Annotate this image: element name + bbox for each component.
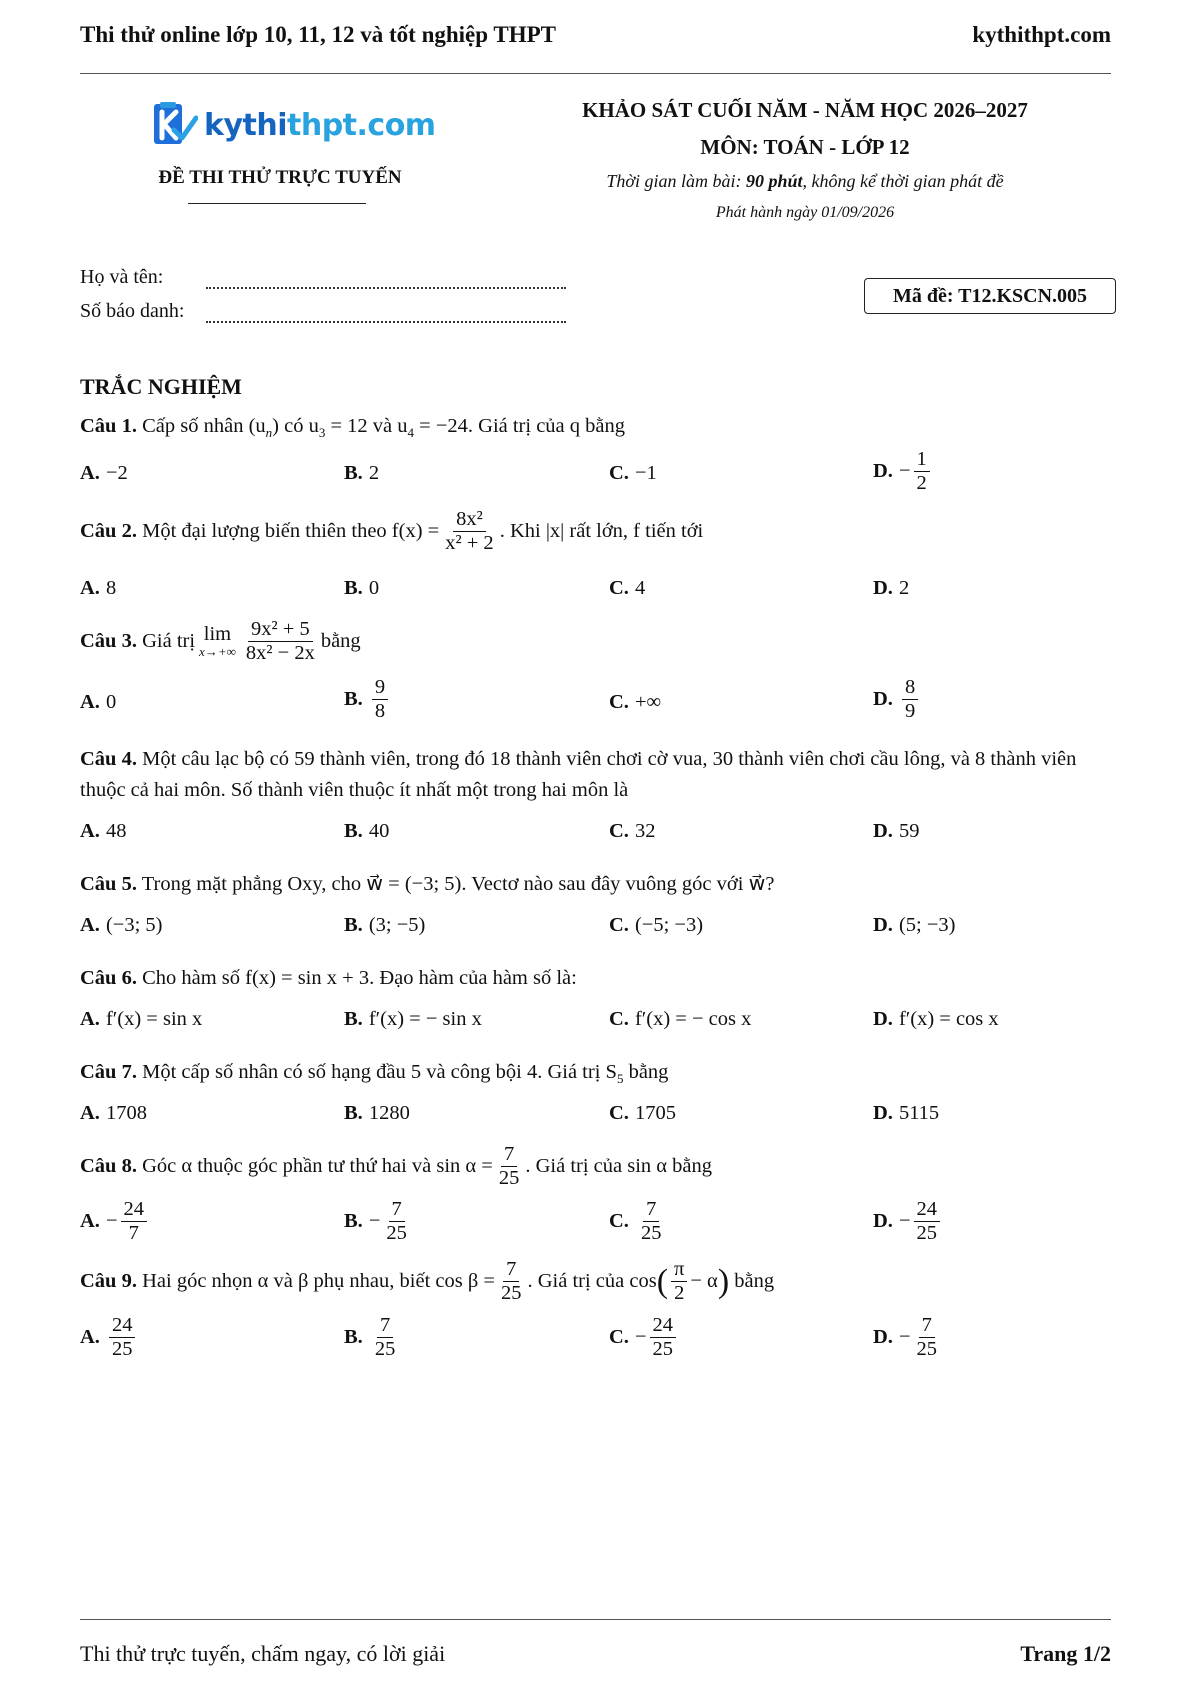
- q3-option-a[interactable]: A. 0: [80, 691, 117, 713]
- q8-option-b[interactable]: B. − $\frac{7}{25}$: [344, 1198, 407, 1244]
- section-title: TRẮC NGHIỆM: [80, 374, 242, 399]
- question-7: Câu 7. Một cấp số nhân có số hạng đầu 5 và công bội 4. Giá trị $S_5$ bằng: [80, 1061, 669, 1087]
- page-number: Trang 1/2: [1020, 1641, 1111, 1666]
- footer-divider: [80, 1619, 1111, 1620]
- q1-option-a[interactable]: A. −2: [80, 462, 128, 484]
- q4-option-d[interactable]: D. 59: [873, 820, 920, 842]
- footer-tagline: Thi thử trực tuyến, chấm ngay, có lời giải: [80, 1641, 446, 1666]
- id-dots: [206, 303, 566, 323]
- q7-option-d[interactable]: D. 5115: [873, 1102, 940, 1124]
- id-field[interactable]: [80, 300, 566, 323]
- q5-option-b[interactable]: B. (3; −5): [344, 914, 426, 936]
- q9-option-a[interactable]: A. $\frac{24}{25}$: [80, 1314, 138, 1360]
- question-6: Câu 6. Cho hàm số f(x) = sin x + 3. Đạo hàm của hàm số là:: [80, 967, 577, 989]
- q2-option-a[interactable]: A. 8: [80, 577, 117, 599]
- site-logo[interactable]: [152, 100, 436, 150]
- q3-option-b[interactable]: B. $\frac{9}{8}$: [344, 676, 391, 722]
- q1-option-b[interactable]: B. 2: [344, 462, 380, 484]
- id-label: Số báo danh:: [80, 300, 185, 322]
- q3-option-c[interactable]: C. +∞: [609, 691, 662, 713]
- exam-subject: MÔN: TOÁN - LỚP 12: [700, 135, 910, 159]
- header-site-link[interactable]: kythithpt.com: [972, 22, 1111, 47]
- exam-code-badge: Mã đề: T12.KSCN.005: [864, 278, 1116, 314]
- name-label: Họ và tên:: [80, 266, 164, 288]
- q2-option-c[interactable]: C. 4: [609, 577, 646, 599]
- left-subtitle-underline: [188, 203, 366, 204]
- header-divider: [80, 73, 1111, 74]
- q8-option-c[interactable]: C. $\frac{7}{25}$: [609, 1198, 662, 1244]
- q2-option-d[interactable]: D. 2: [873, 577, 910, 599]
- q7-option-b[interactable]: B. 1280: [344, 1102, 410, 1124]
- question-9: Câu 9. Hai góc nhọn α và β phụ nhau, biết cos β = $\frac{7}{25}$ . Giá trị của cos ( $\frac{\pi}{2}$ − α ) bằng: [80, 1258, 775, 1304]
- q8-option-a[interactable]: A. − $\frac{24}{7}$: [80, 1198, 150, 1244]
- q5-option-d[interactable]: D. (5; −3): [873, 914, 956, 936]
- q4-option-c[interactable]: C. 32: [609, 820, 656, 842]
- q6-option-c[interactable]: C. f′(x) = − cos x: [609, 1008, 752, 1030]
- exam-title: KHẢO SÁT CUỐI NĂM - NĂM HỌC 2026–2027: [582, 98, 1028, 122]
- q6-option-d[interactable]: D. f′(x) = cos x: [873, 1008, 999, 1030]
- question-5: Câu 5. Trong mặt phẳng Oxy, cho w⃗ = (−3; 5). Vectơ nào sau đây vuông góc với w⃗?: [80, 873, 775, 895]
- question-3: Câu 3. Giá trị lim x→+∞ $\frac{\text{9x² + 5}}{\text{8x² − 2x}}$ bằng: [80, 618, 361, 664]
- q2-option-b[interactable]: B. 0: [344, 577, 380, 599]
- logo-text: kythithpt.com: [204, 107, 436, 143]
- q6-option-b[interactable]: B. f′(x) = − sin x: [344, 1008, 482, 1030]
- exam-time: Thời gian làm bài: 90 phút, không kể thời gian phát đề: [606, 171, 1004, 191]
- release-date: Phát hành ngày 01/09/2026: [715, 204, 895, 221]
- left-subtitle: ĐỀ THI THỬ TRỰC TUYẾN: [158, 167, 402, 188]
- name-field[interactable]: [80, 266, 566, 289]
- q7-option-a[interactable]: A. 1708: [80, 1102, 147, 1124]
- question-8: Câu 8. Góc α thuộc góc phần tư thứ hai và sin α = $\frac{7}{25}$ . Giá trị của sin α bằng: [80, 1143, 712, 1189]
- q9-option-b[interactable]: B. $\frac{7}{25}$: [344, 1314, 396, 1360]
- q5-option-a[interactable]: A. (−3; 5): [80, 914, 163, 936]
- question-1: Câu 1. Cấp số nhân $(u_n)$ có $u_3 = 12$ và $u_4 = -24$. Giá trị của q bằng: [80, 415, 626, 441]
- q8-option-d[interactable]: D. − $\frac{24}{25}$: [873, 1198, 943, 1244]
- logo-icon: [152, 100, 198, 150]
- q5-option-c[interactable]: C. (−5; −3): [609, 914, 704, 936]
- q1-option-d[interactable]: D. − $\frac{1}{2}$: [873, 448, 933, 494]
- question-4: Câu 4. Một câu lạc bộ có 59 thành viên, trong đó 18 thành viên chơi cờ vua, 30 thành viên chơi cầu lông, và 8 thành viên thuộc cả hai môn. Số thành viên thuộc ít nhất một trong hai môn là: [80, 748, 1077, 801]
- name-dots: [206, 269, 566, 289]
- header-left-text: Thi thử online lớp 10, 11, 12 và tốt nghiệp THPT: [80, 22, 556, 47]
- q4-option-b[interactable]: B. 40: [344, 820, 390, 842]
- question-2: Câu 2. Một đại lượng biến thiên theo f(x) = $\frac{\text{8x²}}{\text{x² + 2}}$ . Khi |x| rất lớn, f tiến tới: [80, 508, 704, 554]
- q9-option-c[interactable]: C. − $\frac{24}{25}$: [609, 1314, 679, 1360]
- q6-option-a[interactable]: A. f′(x) = sin x: [80, 1008, 203, 1030]
- q1-option-c[interactable]: C. −1: [609, 462, 657, 484]
- q4-option-a[interactable]: A. 48: [80, 820, 127, 842]
- q9-option-d[interactable]: D. − $\frac{7}{25}$: [873, 1314, 937, 1360]
- q3-option-d[interactable]: D. $\frac{8}{9}$: [873, 676, 921, 722]
- q7-option-c[interactable]: C. 1705: [609, 1102, 676, 1124]
